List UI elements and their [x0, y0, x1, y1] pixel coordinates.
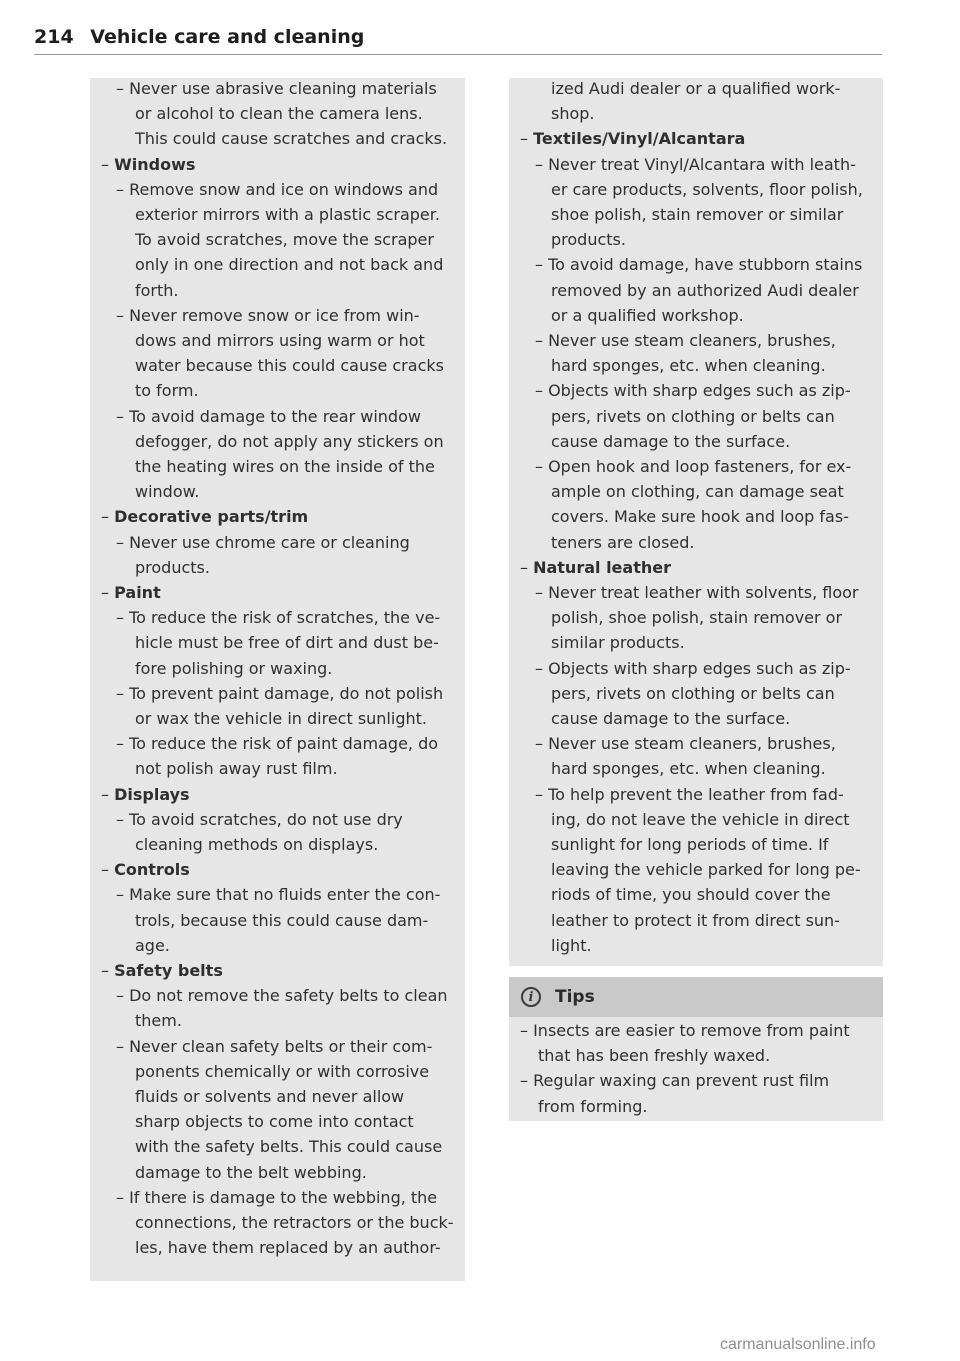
right_column-line: hard sponges, etc. when cleaning.: [551, 759, 826, 779]
right_column-line: – Never treat Vinyl/Alcantara with leath-: [535, 154, 856, 174]
left_column-line: – If there is damage to the webbing, the: [116, 1187, 438, 1207]
left_column-line: to form.: [135, 381, 199, 401]
right_column-line: covers. Make sure hook and loop fas-: [551, 507, 849, 527]
left_column-line: window.: [135, 482, 200, 502]
left_column-line: – Remove snow and ice on windows and: [116, 179, 439, 199]
left_column-line: trols, because this could cause dam-: [135, 910, 429, 930]
left_column-line: them.: [135, 1011, 182, 1031]
right_column-line: – Objects with sharp edges such as zip-: [535, 381, 851, 401]
left_column-line: – To reduce the risk of scratches, the ve-: [116, 608, 441, 628]
left_column-line: dows and mirrors using warm or hot: [135, 331, 425, 350]
tips-line: – Regular waxing can prevent rust film: [520, 1071, 830, 1091]
left_column-line: forth.: [135, 280, 179, 300]
left_column-line: – Never use abrasive cleaning materials: [116, 79, 437, 98]
tips-line: from forming.: [538, 1096, 648, 1116]
left_column-line: – Do not remove the safety belts to clean: [116, 986, 448, 1006]
right_column-line: – Natural leather: [520, 557, 671, 577]
left_column-line: – Displays: [101, 784, 190, 804]
chapter-title: Vehicle care and cleaning: [90, 26, 365, 48]
left_column-line: – Never clean safety belts or their com-: [116, 1036, 433, 1056]
left_column-line: – To avoid damage to the rear window: [116, 406, 421, 426]
tips-title: Tips: [555, 987, 595, 1007]
right_column-line: removed by an authorized Audi dealer: [551, 280, 859, 300]
right_column-line: polish, shoe polish, stain remover or: [551, 608, 843, 628]
watermark: carmanualsonline.info: [720, 1336, 876, 1353]
right_column-line: shop.: [551, 104, 595, 124]
right_column-line: leaving the vehicle parked for long pe-: [551, 860, 861, 880]
right_column-line: shoe polish, stain remover or similar: [551, 205, 844, 224]
left_column-line: les, have them replaced by an author-: [135, 1238, 441, 1258]
left_column-line: – Paint: [101, 583, 161, 602]
info-icon: i: [521, 987, 541, 1007]
left_column-line: not polish away rust film.: [135, 759, 338, 779]
left_column-line: only in one direction and not back and: [135, 255, 444, 275]
left_column-line: – To avoid scratches, do not use dry: [116, 809, 403, 829]
tips-line: that has been freshly waxed.: [538, 1046, 771, 1066]
left_column-line: – To prevent paint damage, do not polish: [116, 683, 444, 703]
right_column-line: riods of time, you should cover the: [551, 885, 831, 905]
right_column-line: sunlight for long periods of time. If: [551, 835, 829, 854]
left_column-line: – Never use chrome care or cleaning: [116, 532, 410, 552]
right_column-line: hard sponges, etc. when cleaning.: [551, 356, 826, 376]
left_column-line: the heating wires on the inside of the: [135, 457, 435, 476]
left_column-line: ponents chemically or with corrosive: [135, 1061, 430, 1081]
page-number: 214: [34, 26, 74, 48]
right_column-line: – To help prevent the leather from fad-: [535, 784, 844, 804]
left_column-line: or wax the vehicle in direct sunlight.: [135, 709, 427, 728]
right_column-line: pers, rivets on clothing or belts can: [551, 683, 835, 703]
left_column-line: hicle must be free of dirt and dust be-: [135, 633, 439, 653]
right_column-line: ing, do not leave the vehicle in direct: [551, 809, 850, 829]
left_column-line: products.: [135, 557, 210, 577]
right_column-line: – Textiles/Vinyl/Alcantara: [520, 129, 746, 149]
right_column-line: similar products.: [551, 633, 685, 653]
left_column-line: or alcohol to clean the camera lens.: [135, 104, 423, 124]
tips-line: – Insects are easier to remove from paint: [520, 1021, 850, 1040]
header-divider: [34, 54, 882, 55]
right_column-line: cause damage to the surface.: [551, 709, 791, 728]
right_column-line: – Never use steam cleaners, brushes,: [535, 734, 836, 754]
left_column-line: with the safety belts. This could cause: [135, 1137, 443, 1157]
left_column-line: – Windows: [101, 154, 196, 174]
left_column-line: – Safety belts: [101, 961, 223, 980]
right_column-line: or a qualified workshop.: [551, 305, 744, 325]
left_column-line: cleaning methods on displays.: [135, 835, 379, 854]
right_column-line: ample on clothing, can damage seat: [551, 482, 844, 502]
left_column-line: damage to the belt webbing.: [135, 1162, 367, 1182]
left_column-line: fore polishing or waxing.: [135, 658, 333, 678]
left_column-line: – Controls: [101, 860, 190, 880]
left_column-line: connections, the retractors or the buck-: [135, 1213, 454, 1232]
left_column-line: water because this could cause cracks: [135, 356, 444, 376]
right_column-line: – To avoid damage, have stubborn stains: [535, 255, 863, 275]
right_column-line: leather to protect it from direct sun-: [551, 910, 840, 930]
right_column-line: er care products, solvents, floor polish,: [551, 179, 863, 199]
left_column-line: – Never remove snow or ice from win-: [116, 305, 420, 325]
right_column-line: products.: [551, 230, 626, 250]
left_column-line: sharp objects to come into contact: [135, 1112, 414, 1132]
right_column-line: – Never treat leather with solvents, floor: [535, 583, 859, 602]
right_column-line: cause damage to the surface.: [551, 431, 791, 451]
left_column-line: age.: [135, 935, 170, 955]
page-header: [34, 26, 364, 48]
right_column-line: – Open hook and loop fasteners, for ex-: [535, 457, 852, 476]
left_column-line: – Decorative parts/trim: [101, 507, 309, 527]
left_column-line: fluids or solvents and never allow: [135, 1087, 405, 1106]
tips-header: [509, 977, 883, 1017]
right_column-line: – Objects with sharp edges such as zip-: [535, 658, 851, 678]
right_column-line: teners are closed.: [551, 532, 695, 552]
left_column-line: – Make sure that no fluids enter the con-: [116, 885, 441, 905]
right_column-line: ized Audi dealer or a qualified work-: [551, 79, 841, 98]
left_column-line: – To reduce the risk of paint damage, do: [116, 734, 439, 754]
left_column-line: To avoid scratches, move the scraper: [135, 230, 434, 250]
right_column-line: pers, rivets on clothing or belts can: [551, 406, 835, 426]
left_column-line: defogger, do not apply any stickers on: [135, 431, 444, 451]
right_column-line: – Never use steam cleaners, brushes,: [535, 331, 836, 350]
left_column-line: exterior mirrors with a plastic scraper.: [135, 205, 440, 224]
left_column-line: This could cause scratches and cracks.: [135, 129, 448, 149]
right_column-line: light.: [551, 935, 592, 955]
